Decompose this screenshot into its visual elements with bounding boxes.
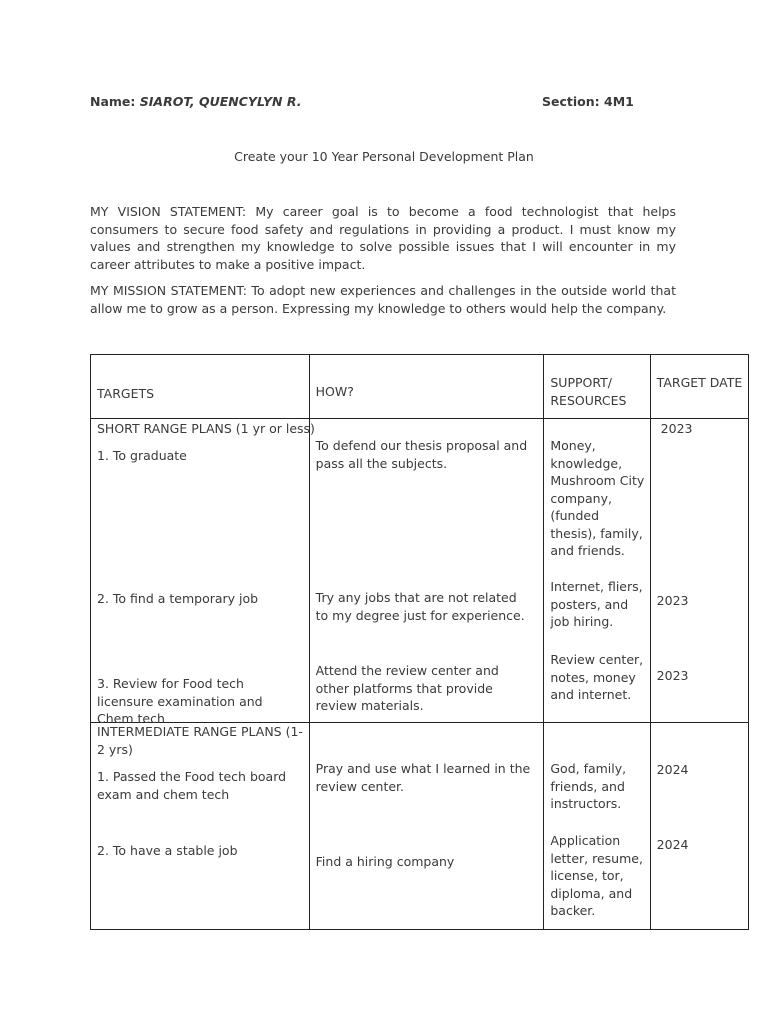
mission-statement: MY MISSION STATEMENT: To adopt new experiences and challenges in the outside world that allow me to grow as a person. Expressing my knowledge to others would help the company.: [90, 283, 676, 316]
intermediate-range-title: INTERMEDIATE RANGE PLANS (1-2 yrs): [97, 724, 303, 757]
short-date-3: 2023: [656, 668, 689, 683]
intermediate-support-cell: [544, 723, 650, 930]
short-how-1: To defend our thesis proposal and pass all the subjects.: [315, 438, 528, 471]
intermediate-target-2: 2. To have a stable job: [97, 843, 238, 858]
short-support-3: Review center, notes, money and internet.: [550, 652, 644, 702]
intermediate-how-1: Pray and use what I learned in the review center.: [315, 761, 531, 794]
intermediate-range-section: [91, 723, 749, 930]
page-title: Create your 10 Year Personal Development Plan: [234, 149, 534, 164]
vision-statement: MY VISION STATEMENT: My career goal is to become a food technologist that helps consumers to secure food safety and regulations in providing a product. I must know my values and strengthen my knowledge to solve possible issues that I will encounter in my career attributes to make a positive impact.: [90, 204, 676, 272]
short-how-2: Try any jobs that are not related to my degree just for experience.: [315, 590, 525, 623]
header-cell-how: [309, 355, 544, 419]
short-date-2: 2023: [656, 593, 689, 608]
header-cell-targets: [91, 355, 310, 419]
short-range-title: SHORT RANGE PLANS (1 yr or less): [97, 421, 315, 436]
intermediate-targets-cell: [91, 723, 310, 930]
section-value: 4M1: [604, 94, 634, 109]
intermediate-how-cell: [309, 723, 544, 930]
short-range-section: [91, 419, 749, 723]
short-range-support-cell: [544, 419, 650, 723]
intermediate-support-2: Application letter, resume, license, tor, diploma, and backer.: [550, 833, 643, 918]
short-target-1: 1. To graduate: [97, 448, 187, 463]
short-range-how-cell: [309, 419, 544, 723]
short-date-1: 2023: [660, 421, 693, 436]
header-targets: TARGETS: [97, 386, 155, 401]
header-cell-date: [650, 355, 748, 419]
name-line: [90, 94, 301, 109]
intermediate-date-1: 2024: [656, 762, 689, 777]
header-target-date: TARGET DATE: [656, 375, 743, 390]
header-support: SUPPORT/ RESOURCES: [550, 375, 627, 408]
intermediate-date-2: 2024: [656, 837, 689, 852]
development-plan-table: [90, 354, 749, 930]
section-line: [542, 94, 634, 109]
table-header-row: [91, 355, 749, 419]
intermediate-support-1: God, family, friends, and instructors.: [550, 761, 627, 811]
intermediate-how-2: Find a hiring company: [315, 854, 455, 869]
name-label: Name:: [90, 94, 136, 109]
short-target-2: 2. To find a temporary job: [97, 591, 259, 606]
intermediate-date-cell: [650, 723, 748, 930]
short-how-3: Attend the review center and other platforms that provide review materials.: [315, 663, 499, 713]
name-value: SIAROT, QUENCYLYN R.: [139, 94, 302, 109]
header-how: HOW?: [315, 384, 354, 399]
short-support-2: Internet, fliers, posters, and job hiring.: [550, 579, 643, 629]
short-range-date-cell: [650, 419, 748, 723]
intermediate-target-1: 1. Passed the Food tech board exam and chem tech: [97, 769, 287, 802]
short-range-targets-cell: [91, 419, 315, 726]
section-label: Section:: [542, 94, 600, 109]
header-cell-support: [544, 355, 650, 419]
short-target-3: 3. Review for Food tech licensure examination and Chem tech: [97, 676, 263, 726]
short-support-1: Money, knowledge, Mushroom City company, (funded thesis), family, and friends.: [550, 438, 645, 558]
